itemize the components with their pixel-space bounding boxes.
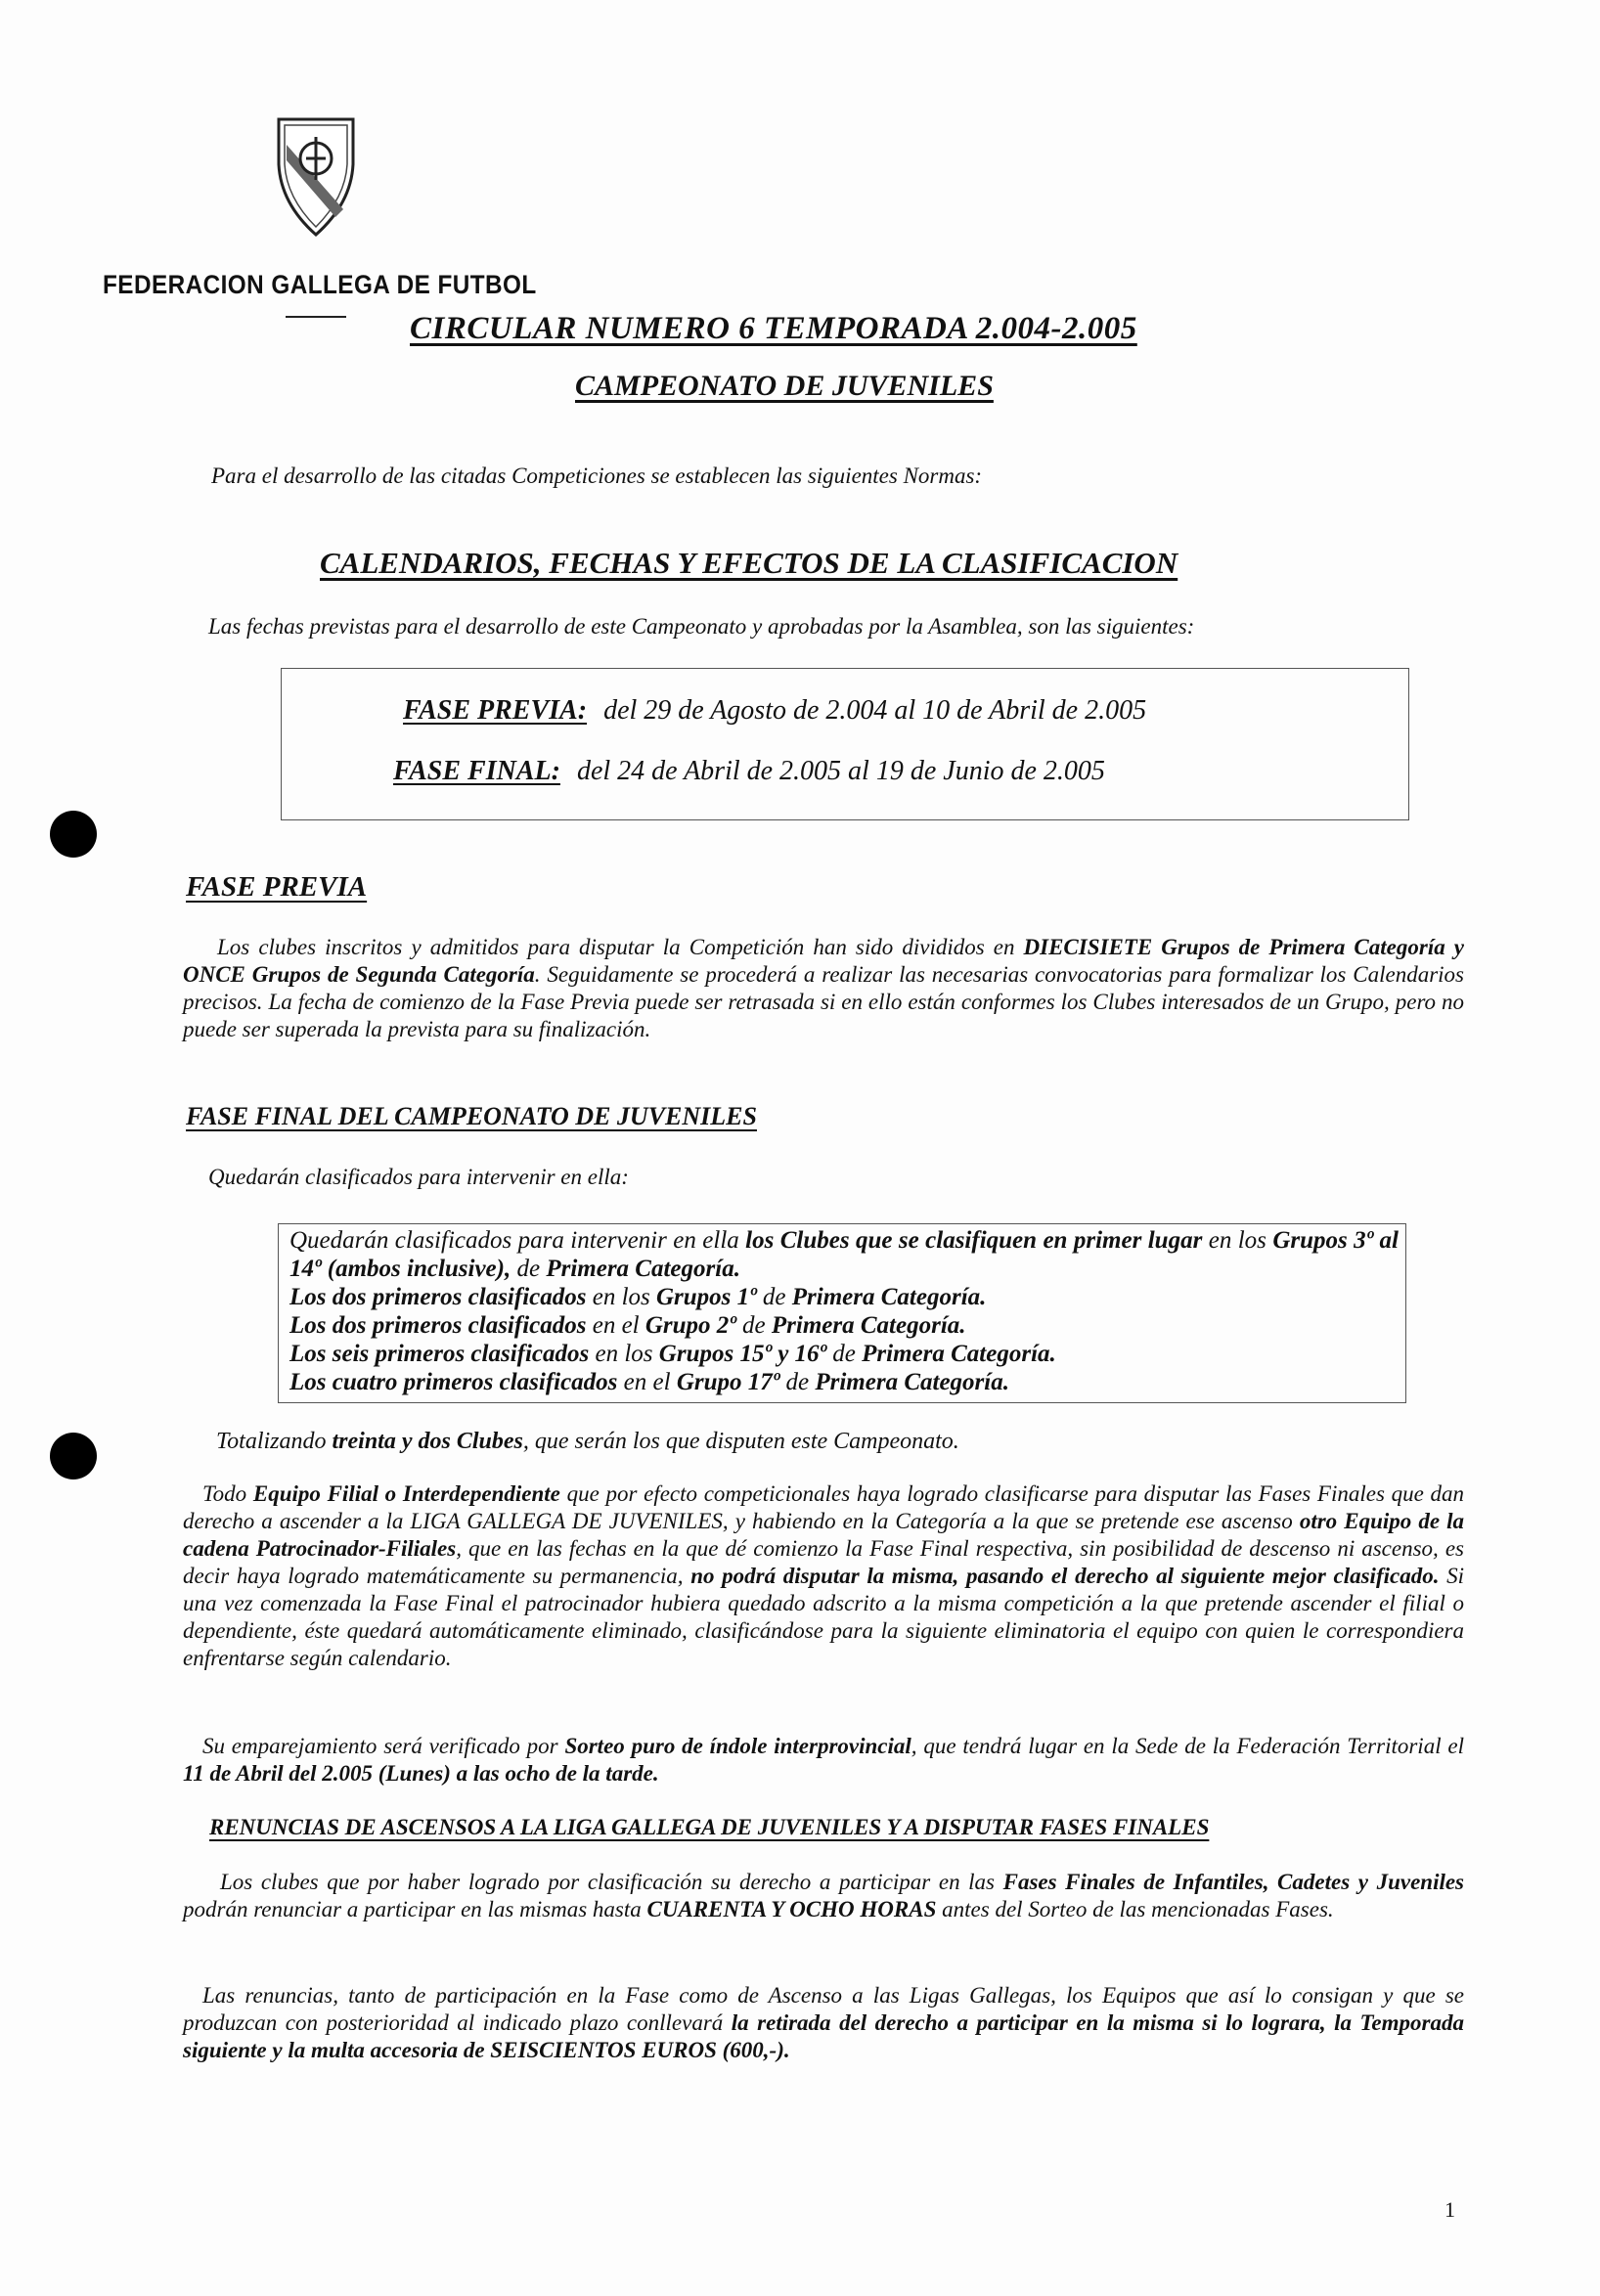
- bold-text: Sorteo puro de índole interprovincial: [564, 1734, 911, 1758]
- calendarios-heading: CALENDARIOS, FECHAS Y EFECTOS DE LA CLASIFICACION: [320, 546, 1178, 580]
- qualified-list: [289, 1226, 1399, 1396]
- bold-text: 11 de Abril del 2.005 (Lunes) a las ocho de la tarde.: [183, 1761, 659, 1786]
- text: Quedarán clasificados para intervenir en ella: [289, 1227, 746, 1254]
- text: antes del Sorteo de las mencionadas Fases.: [936, 1897, 1334, 1921]
- date-label: FASE PREVIA:: [403, 695, 588, 726]
- bold-text: Los dos primeros clasificados: [289, 1312, 587, 1339]
- text: en los: [1202, 1227, 1273, 1254]
- dates-box: [281, 668, 1409, 820]
- org-underline: [286, 316, 346, 318]
- bold-text: Grupos 3º al 14º (ambos inclusive),: [289, 1227, 1400, 1282]
- renuncias-paragraph-1: [183, 1869, 1464, 1923]
- bold-text: Primera Categoría.: [791, 1284, 987, 1310]
- bold-text: CUARENTA Y OCHO HORAS: [646, 1897, 937, 1921]
- text: de: [826, 1341, 863, 1367]
- text: en el: [586, 1312, 645, 1339]
- total-text: [216, 1428, 1497, 1455]
- fase-previa-paragraph: [183, 934, 1464, 1043]
- text: en el: [617, 1369, 677, 1395]
- bold-text: Primera Categoría.: [815, 1369, 1009, 1395]
- qualified-line: [289, 1368, 1399, 1396]
- bold-text: Primera Categoría.: [771, 1312, 966, 1339]
- text: Su emparejamiento será verificado por: [202, 1734, 565, 1758]
- text: Los clubes inscritos y admitidos para disputar la Competición han sido divididos en: [217, 935, 1024, 959]
- text: podrán renunciar a participar en las mismas hasta: [183, 1897, 647, 1921]
- intro-text: Para el desarrollo de las citadas Competiciones se establecen las siguientes Normas:: [211, 464, 983, 488]
- filial-paragraph: [183, 1480, 1464, 1672]
- text: de: [756, 1284, 792, 1310]
- text: en los: [586, 1284, 656, 1310]
- bold-text: la retirada del derecho a participar en la misma si lo lograra, la Temporada siguiente y la multa accesoria de SEISCIENTOS EUROS (600,-).: [183, 2010, 1464, 2062]
- text: Los clubes que por haber logrado por clasificación su derecho a participar en las: [220, 1870, 1003, 1894]
- fase-previa-heading: FASE PREVIA: [186, 871, 368, 903]
- bold-text: Los seis primeros clasificados: [289, 1341, 590, 1367]
- punch-hole: [50, 1433, 97, 1479]
- renuncias-heading: RENUNCIAS DE ASCENSOS A LA LIGA GALLEGA DE JUVENILES Y A DISPUTAR FASES FINALES: [209, 1815, 1210, 1839]
- text: , que tendrá lugar en la Sede de la Federación Territorial el: [911, 1734, 1464, 1758]
- bold-text: Equipo Filial o Interdependiente: [252, 1481, 560, 1506]
- text: Totalizando: [216, 1429, 333, 1454]
- fase-final-heading: FASE FINAL DEL CAMPEONATO DE JUVENILES: [186, 1102, 757, 1130]
- bold-text: Grupos 1º: [656, 1284, 757, 1310]
- text: que por efecto competicionales haya logrado clasificarse para disputar las Fases Finales que dan derecho a ascender a la LIGA GALLEGA DE JUVENILES, y habiendo en la Categoría a la que se pretende ese ascenso: [183, 1481, 1464, 1533]
- punch-hole: [50, 811, 97, 858]
- bold-text: treinta y dos Clubes: [332, 1429, 523, 1454]
- date-value: del 29 de Agosto de 2.004 al 10 de Abril de 2.005: [603, 695, 1147, 726]
- bold-text: Grupo 17º: [676, 1369, 780, 1395]
- text: de: [779, 1369, 816, 1395]
- bold-text: Grupo 2º: [644, 1312, 736, 1339]
- text: Las renuncias, tanto de participación en la Fase como de Ascenso a las Ligas Gallegas, los Equipos que así lo consigan y que se produzcan con posterioridad al indicado plazo conllevará: [183, 1983, 1464, 2035]
- bold-text: DIECISIETE Grupos de Primera Categoría y ONCE Grupos de Segunda Categoría: [183, 935, 1464, 987]
- qualified-line: [289, 1226, 1399, 1283]
- qualified-line: [289, 1311, 1399, 1340]
- bold-text: Primera Categoría.: [862, 1341, 1056, 1367]
- text: . Seguidamente se procederá a realizar las necesarias convocatorias para formalizar los Calendarios precisos. La fecha de comienzo de la Fase Previa puede ser retrasada si en ello están conformes los Clubes interesados de un Grupo, pero no puede ser superada la prevista para su finalización.: [183, 962, 1464, 1041]
- circular-title: CIRCULAR NUMERO 6 TEMPORADA 2.004-2.005: [410, 311, 1137, 346]
- text: de: [511, 1256, 547, 1282]
- page-number: 1: [1444, 2197, 1455, 2222]
- text: , que en las fechas en la que dé comienzo la Fase Final respectiva, sin posibilidad de descenso ni ascenso, es decir haya logrado matemáticamente su permanencia,: [183, 1536, 1464, 1588]
- text: , que serán los que disputen este Campeonato.: [522, 1429, 959, 1454]
- bold-text: Los dos primeros clasificados: [289, 1284, 587, 1310]
- bold-text: los Clubes que se clasifiquen en primer lugar: [745, 1227, 1203, 1254]
- renuncias-paragraph-2: [183, 1982, 1464, 2064]
- sorteo-paragraph: [183, 1733, 1464, 1788]
- qualified-line: [289, 1340, 1399, 1368]
- organization-name: FEDERACION GALLEGA DE FUTBOL: [103, 270, 537, 299]
- calendarios-intro: Las fechas previstas para el desarrollo de este Campeonato y aprobadas por la Asamblea, son las siguientes:: [208, 614, 1195, 639]
- date-row-previa: [403, 695, 1146, 727]
- bold-text: no podrá disputar la misma, pasando el derecho al siguiente mejor clasificado.: [690, 1564, 1440, 1588]
- qualified-line: [289, 1283, 1399, 1311]
- date-value: del 24 de Abril de 2.005 al 19 de Junio de 2.005: [576, 756, 1105, 786]
- text: Si una vez comenzada la Fase Final el patrocinador hubiera quedado adscrito a la misma competición a la que pretende ascender el filial o dependiente, éste quedará automáticamente eliminado, clasificándose para la siguiente eliminatoria el equipo con quien le correspondiera enfrentarse según calendario.: [183, 1564, 1465, 1670]
- bold-text: otro Equipo de la cadena Patrocinador-Filiales: [183, 1509, 1464, 1561]
- date-label: FASE FINAL:: [393, 756, 560, 786]
- text: en los: [589, 1341, 659, 1367]
- bold-text: Los cuatro primeros clasificados: [289, 1369, 618, 1395]
- text: Todo: [202, 1481, 253, 1506]
- bold-text: Fases Finales de Infantiles, Cadetes y Juveniles: [1002, 1870, 1465, 1894]
- championship-title: CAMPEONATO DE JUVENILES: [575, 370, 994, 402]
- federation-logo: [275, 115, 357, 239]
- bold-text: Primera Categoría.: [546, 1256, 740, 1282]
- bold-text: Grupos 15º y 16º: [658, 1341, 827, 1367]
- text: de: [735, 1312, 772, 1339]
- fase-final-intro: Quedarán clasificados para intervenir en ella:: [208, 1165, 629, 1189]
- date-row-final: [393, 756, 1105, 787]
